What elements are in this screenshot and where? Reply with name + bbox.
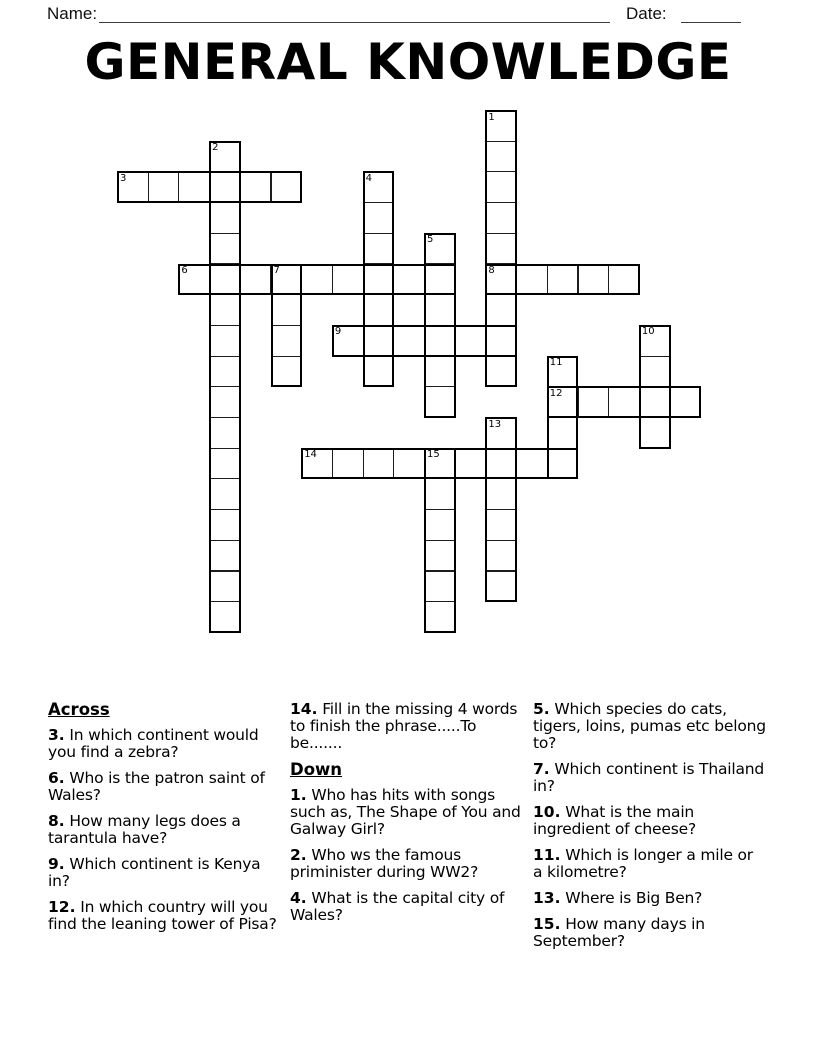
grid-cell[interactable] xyxy=(455,448,487,480)
date-label: Date: xyxy=(626,4,667,23)
clues-down-header: Down xyxy=(290,760,343,779)
grid-cell[interactable] xyxy=(332,264,364,296)
grid-cell[interactable] xyxy=(485,110,517,142)
clue-2: 2. Who ws the famous priminister during WW2? xyxy=(290,846,479,881)
clue-number: 13. xyxy=(533,889,561,907)
clue-11: 11. Which is longer a mile or a kilometre? xyxy=(533,846,753,881)
grid-cell[interactable] xyxy=(424,386,456,418)
grid-cell[interactable] xyxy=(271,264,303,296)
cell-number: 7 xyxy=(273,265,280,276)
grid-cell[interactable] xyxy=(363,325,395,357)
cell-number: 6 xyxy=(181,265,188,276)
grid-cell[interactable] xyxy=(578,386,610,418)
grid-cell[interactable] xyxy=(363,356,395,388)
grid-cell[interactable] xyxy=(639,356,671,388)
page-title: GENERAL KNOWLEDGE xyxy=(84,33,732,91)
clue-4: 4. What is the capital city of Wales? xyxy=(290,889,505,924)
grid-cell[interactable] xyxy=(547,448,579,480)
grid-cell[interactable] xyxy=(363,448,395,480)
grid-cell[interactable] xyxy=(393,325,425,357)
clue-10: 10. What is the main ingredient of cheese? xyxy=(533,803,696,838)
grid-cell[interactable] xyxy=(485,233,517,265)
cell-number: 8 xyxy=(488,265,495,276)
grid-cell[interactable] xyxy=(271,294,303,326)
grid-cell[interactable] xyxy=(209,294,241,326)
grid-cell[interactable] xyxy=(639,325,671,357)
grid-cell[interactable] xyxy=(485,141,517,173)
grid-cell[interactable] xyxy=(240,264,272,296)
grid-cell[interactable] xyxy=(485,571,517,603)
cell-number: 3 xyxy=(120,172,127,184)
grid-cell[interactable] xyxy=(209,264,241,296)
cell-number: 10 xyxy=(641,326,655,338)
grid-cell[interactable] xyxy=(209,356,241,388)
clue-number: 12. xyxy=(48,898,76,916)
grid-cell[interactable] xyxy=(424,478,456,510)
clue-column-1 xyxy=(48,701,281,942)
grid-cell[interactable] xyxy=(485,171,517,203)
grid-cell[interactable] xyxy=(148,171,180,203)
grid-cell[interactable] xyxy=(271,171,303,203)
cell-number: 12 xyxy=(549,387,563,399)
grid-cell[interactable] xyxy=(117,171,149,203)
grid-cell[interactable] xyxy=(209,601,241,633)
grid-cell[interactable] xyxy=(178,171,210,203)
clue-number: 9. xyxy=(48,855,65,873)
grid-cell[interactable] xyxy=(240,171,272,203)
clue-column-2 xyxy=(290,701,523,933)
clues-across-header: Across xyxy=(48,700,110,719)
clue-number: 14. xyxy=(290,700,318,718)
name-input-line[interactable] xyxy=(99,3,610,23)
grid-cell[interactable] xyxy=(485,325,517,357)
grid-cell[interactable] xyxy=(209,509,241,541)
grid-cell[interactable] xyxy=(485,478,517,510)
grid-cell[interactable] xyxy=(424,233,456,265)
grid-cell[interactable] xyxy=(209,233,241,265)
grid-cell[interactable] xyxy=(424,356,456,388)
clue-number: 1. xyxy=(290,786,307,804)
grid-cell[interactable] xyxy=(209,141,241,173)
clue-number: 11. xyxy=(533,846,561,864)
grid-cell[interactable] xyxy=(209,386,241,418)
cell-number: 13 xyxy=(488,418,502,430)
clue-5: 5. Which species do cats, tigers, loins, pumas etc belong to? xyxy=(533,700,766,752)
grid-cell[interactable] xyxy=(301,448,333,480)
grid-cell[interactable] xyxy=(424,601,456,633)
grid-cell[interactable] xyxy=(639,417,671,449)
clue-15: 15. How many days in September? xyxy=(533,915,705,950)
grid-cell[interactable] xyxy=(639,386,671,418)
grid-cell[interactable] xyxy=(393,448,425,480)
cell-number: 1 xyxy=(488,111,495,123)
clue-number: 6. xyxy=(48,769,65,787)
clue-9: 9. Which continent is Kenya in? xyxy=(48,855,261,890)
clue-3: 3. In which continent would you find a zebra? xyxy=(48,726,259,761)
clue-13: 13. Where is Big Ben? xyxy=(533,889,703,907)
cell-number: 5 xyxy=(427,234,434,246)
grid-cell[interactable] xyxy=(424,448,456,480)
clue-6: 6. Who is the patron saint of Wales? xyxy=(48,769,265,804)
clue-number: 15. xyxy=(533,915,561,933)
grid-cell[interactable] xyxy=(670,386,702,418)
clue-12: 12. In which country will you find the leaning tower of Pisa? xyxy=(48,898,277,933)
grid-cell[interactable] xyxy=(209,417,241,449)
grid-cell[interactable] xyxy=(363,233,395,265)
grid-cell[interactable] xyxy=(393,264,425,296)
grid-cell[interactable] xyxy=(485,540,517,572)
cell-number: 4 xyxy=(365,172,372,184)
clue-number: 2. xyxy=(290,846,307,864)
cell-number: 15 xyxy=(427,449,440,461)
name-label: Name: xyxy=(47,4,98,23)
grid-cell[interactable] xyxy=(516,448,548,480)
grid-cell[interactable] xyxy=(485,202,517,234)
cell-number: 9 xyxy=(334,326,342,338)
grid-cell[interactable] xyxy=(547,356,579,388)
grid-cell[interactable] xyxy=(363,294,395,326)
grid-cell[interactable] xyxy=(547,264,579,296)
grid-cell[interactable] xyxy=(485,264,517,296)
grid-cell[interactable] xyxy=(424,540,456,572)
grid-cell[interactable] xyxy=(301,264,333,296)
grid-cell[interactable] xyxy=(271,356,303,388)
cell-number: 14 xyxy=(304,449,317,461)
date-input-line[interactable] xyxy=(681,3,741,23)
clue-14: 14. Fill in the missing 4 words to finish the phrase.....To be....... xyxy=(290,700,518,752)
grid-cell[interactable] xyxy=(363,171,395,203)
clue-number: 7. xyxy=(533,760,550,778)
grid-cell[interactable] xyxy=(363,264,395,296)
grid-cell[interactable] xyxy=(516,264,548,296)
grid-cell[interactable] xyxy=(209,325,241,357)
grid-cell[interactable] xyxy=(547,386,579,418)
grid-cell[interactable] xyxy=(332,448,364,480)
grid-cell[interactable] xyxy=(485,417,517,449)
grid-cell[interactable] xyxy=(332,325,364,357)
grid-cell[interactable] xyxy=(578,264,610,296)
grid-cell[interactable] xyxy=(485,509,517,541)
grid-cell[interactable] xyxy=(485,294,517,326)
clue-7: 7. Which continent is Thailand in? xyxy=(533,760,765,795)
clue-number: 5. xyxy=(533,700,550,718)
grid-cell[interactable] xyxy=(424,571,456,603)
grid-cell[interactable] xyxy=(209,171,241,203)
grid-cell[interactable] xyxy=(424,325,456,357)
grid-cell[interactable] xyxy=(485,356,517,388)
grid-cell[interactable] xyxy=(178,264,210,296)
clue-8: 8. How many legs does a tarantula have? xyxy=(48,812,241,847)
clue-number: 3. xyxy=(48,726,65,744)
grid-cell[interactable] xyxy=(271,325,303,357)
grid-cell[interactable] xyxy=(608,264,640,296)
grid-cell[interactable] xyxy=(455,325,487,357)
grid-cell[interactable] xyxy=(209,448,241,480)
grid-cell[interactable] xyxy=(209,202,241,234)
grid-cell[interactable] xyxy=(485,448,517,480)
clue-1: 1. Who has hits with songs such as, The Shape of You and Galway Girl? xyxy=(290,786,521,838)
grid-cell[interactable] xyxy=(424,264,456,296)
cell-number: 2 xyxy=(212,142,219,154)
grid-cell[interactable] xyxy=(424,509,456,541)
grid-cell[interactable] xyxy=(209,540,241,572)
clue-number: 10. xyxy=(533,803,561,821)
grid-cell[interactable] xyxy=(209,478,241,510)
grid-cell[interactable] xyxy=(363,202,395,234)
clue-column-3 xyxy=(533,701,766,959)
grid-cell[interactable] xyxy=(608,386,640,418)
cell-number: 11 xyxy=(549,357,563,369)
clue-number: 8. xyxy=(48,812,65,830)
grid-cell[interactable] xyxy=(547,417,579,449)
clue-number: 4. xyxy=(290,889,307,907)
grid-cell[interactable] xyxy=(209,571,241,603)
grid-cell[interactable] xyxy=(424,294,456,326)
